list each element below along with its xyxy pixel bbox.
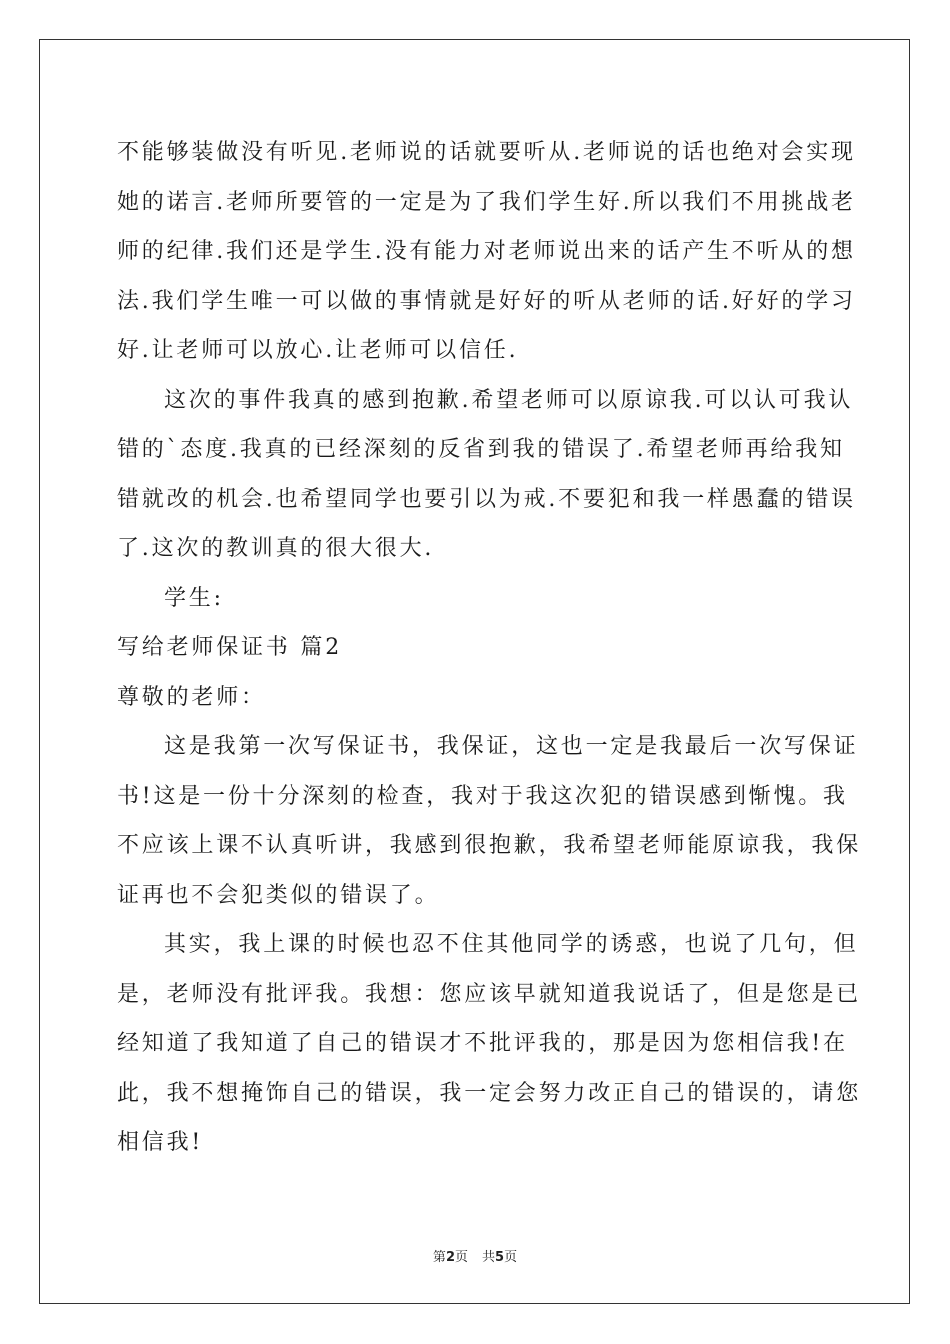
text-line: 不应该上课不认真听讲，我感到很抱歉，我希望老师能原谅我，我保 [117,833,862,858]
text-line: 书!这是一份十分深刻的检查，我对于我这次犯的错误感到惭愧。我 [117,783,848,809]
text-line: 此，我不想掩饰自己的错误，我一定会努力改正自己的错误的，请您 [117,1080,862,1106]
page-footer [0,1246,950,1265]
text-line: 好.让老师可以放心.让老师可以信任. [117,338,519,363]
text-line: 错的`态度.我真的已经深刻的反省到我的错误了.希望老师再给我知 [117,437,845,462]
paragraph-start: 这次的事件我真的感到抱歉.希望老师可以原谅我.可以认可我认 [164,387,854,413]
section-title: 写给老师保证书 篇2 [117,635,342,660]
text-line: 错就改的机会.也希望同学也要引以为戒.不要犯和我一样愚蠢的错误 [117,486,856,512]
text-line: 经知道了我知道了自己的错误才不批评我的，那是因为您相信我!在 [117,1031,848,1056]
text-line: 不能够装做没有听见.老师说的话就要听从.老师说的话也绝对会实现 [117,140,856,165]
current-page-number: 2 [445,1250,455,1265]
paragraph-start: 其实，我上课的时候也忍不住其他同学的诱惑，也说了几句，但 [164,932,859,957]
text-line: 是，老师没有批评我。我想：您应该早就知道我说话了，但是您是已 [117,981,862,1007]
total-suffix: 页 [504,1250,518,1265]
text-line: 证再也不会犯类似的错误了。 [117,882,440,908]
text-line: 法.我们学生唯一可以做的事情就是好好的听从老师的话.好好的学习 [117,288,856,314]
signature-label: 学生: [164,585,224,611]
total-prefix: 共 [482,1250,496,1265]
paragraph-start: 这是我第一次写保证书，我保证，这也一定是我最后一次写保证 [164,734,859,759]
text-line: 了.这次的教训真的很大很大. [117,536,435,561]
text-line: 相信我! [117,1130,204,1155]
text-line: 师的纪律.我们还是学生.没有能力对老师说出来的话产生不听从的想 [117,239,856,264]
text-line: 她的诺言.老师所要管的一定是为了我们学生好.所以我们不用挑战老 [117,189,856,215]
page-suffix: 页 [454,1250,468,1265]
total-page-number: 5 [495,1250,505,1265]
document-body [117,128,862,1168]
salutation: 尊敬的老师： [117,684,266,710]
page-prefix: 第 [432,1250,446,1265]
